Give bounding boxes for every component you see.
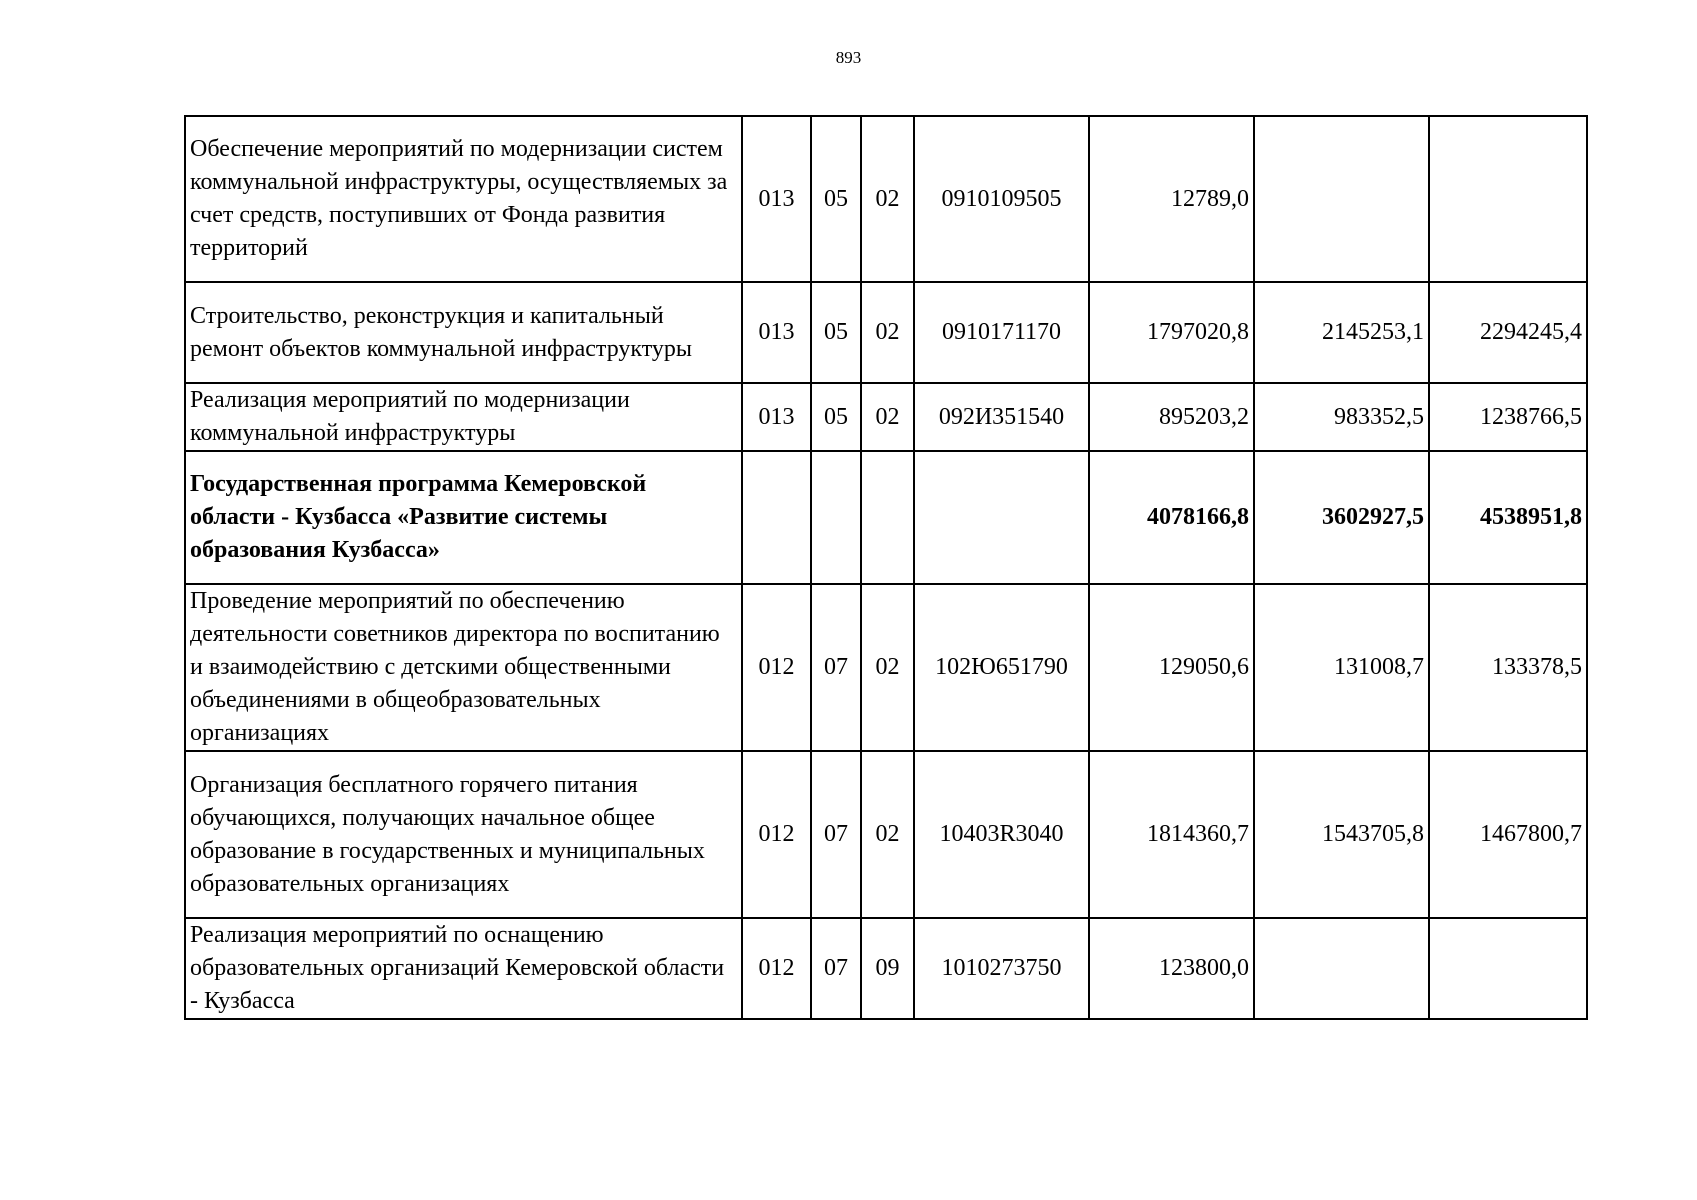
target-article-code: 1010273750	[914, 918, 1089, 1019]
amount-year-2: 983352,5	[1254, 383, 1429, 451]
amount-year-1: 129050,6	[1089, 584, 1254, 751]
subsection-code: 02	[861, 751, 914, 918]
amount-year-3: 1467800,7	[1429, 751, 1587, 918]
target-article-code: 0910171170	[914, 282, 1089, 383]
amount-year-2: 2145253,1	[1254, 282, 1429, 383]
table-row	[185, 383, 1587, 451]
amount-year-3: 1238766,5	[1429, 383, 1587, 451]
target-article-code: 10403R3040	[914, 751, 1089, 918]
row-name: Строительство, реконструкция и капитальный ремонт объектов коммунальной инфраструктуры	[185, 282, 742, 383]
section-code: 07	[811, 751, 861, 918]
row-name: Реализация мероприятий по оснащению образовательных организаций Кемеровской области - Кузбасса	[185, 918, 742, 1019]
amount-year-3: 2294245,4	[1429, 282, 1587, 383]
amount-year-3: 4538951,8	[1429, 451, 1587, 584]
target-article-code: 092И351540	[914, 383, 1089, 451]
section-code: 07	[811, 584, 861, 751]
ministry-code: 012	[742, 751, 811, 918]
amount-year-3: 133378,5	[1429, 584, 1587, 751]
section-code: 07	[811, 918, 861, 1019]
page-number: 893	[835, 48, 862, 67]
amount-year-1: 123800,0	[1089, 918, 1254, 1019]
budget-table	[184, 115, 1588, 1020]
row-name: Обеспечение мероприятий по модернизации систем коммунальной инфраструктуры, осуществляемых за счет средств, поступивших от Фонда развития территорий	[185, 116, 742, 282]
amount-year-2: 131008,7	[1254, 584, 1429, 751]
subsection-code: 02	[861, 383, 914, 451]
ministry-code: 012	[742, 584, 811, 751]
target-article-code: 102Ю651790	[914, 584, 1089, 751]
subsection-code: 02	[861, 584, 914, 751]
ministry-code: 012	[742, 918, 811, 1019]
table-row	[185, 918, 1587, 1019]
table-row	[185, 282, 1587, 383]
ministry-code: 013	[742, 383, 811, 451]
subsection-code	[861, 451, 914, 584]
section-code: 05	[811, 383, 861, 451]
row-name: Организация бесплатного горячего питания обучающихся, получающих начальное общее образование в государственных и муниципальных образовательных организациях	[185, 751, 742, 918]
amount-year-3	[1429, 918, 1587, 1019]
table-row	[185, 116, 1587, 282]
row-name: Реализация мероприятий по модернизации коммунальной инфраструктуры	[185, 383, 742, 451]
amount-year-3	[1429, 116, 1587, 282]
amount-year-1: 12789,0	[1089, 116, 1254, 282]
amount-year-1: 1814360,7	[1089, 751, 1254, 918]
ministry-code: 013	[742, 116, 811, 282]
amount-year-1: 4078166,8	[1089, 451, 1254, 584]
row-name: Проведение мероприятий по обеспечению деятельности советников директора по воспитанию и взаимодействию с детскими общественными объединениями в общеобразовательных организациях	[185, 584, 742, 751]
subsection-code: 02	[861, 282, 914, 383]
subsection-code: 09	[861, 918, 914, 1019]
section-code: 05	[811, 282, 861, 383]
ministry-code: 013	[742, 282, 811, 383]
section-code	[811, 451, 861, 584]
table-row-program-total	[185, 451, 1587, 584]
table-row	[185, 751, 1587, 918]
subsection-code: 02	[861, 116, 914, 282]
row-name: Государственная программа Кемеровской области - Кузбасса «Развитие системы образования Кузбасса»	[185, 451, 742, 584]
target-article-code: 0910109505	[914, 116, 1089, 282]
table-row	[185, 584, 1587, 751]
amount-year-2	[1254, 116, 1429, 282]
section-code: 05	[811, 116, 861, 282]
amount-year-2: 1543705,8	[1254, 751, 1429, 918]
target-article-code	[914, 451, 1089, 584]
amount-year-2	[1254, 918, 1429, 1019]
amount-year-1: 895203,2	[1089, 383, 1254, 451]
ministry-code	[742, 451, 811, 584]
amount-year-2: 3602927,5	[1254, 451, 1429, 584]
amount-year-1: 1797020,8	[1089, 282, 1254, 383]
